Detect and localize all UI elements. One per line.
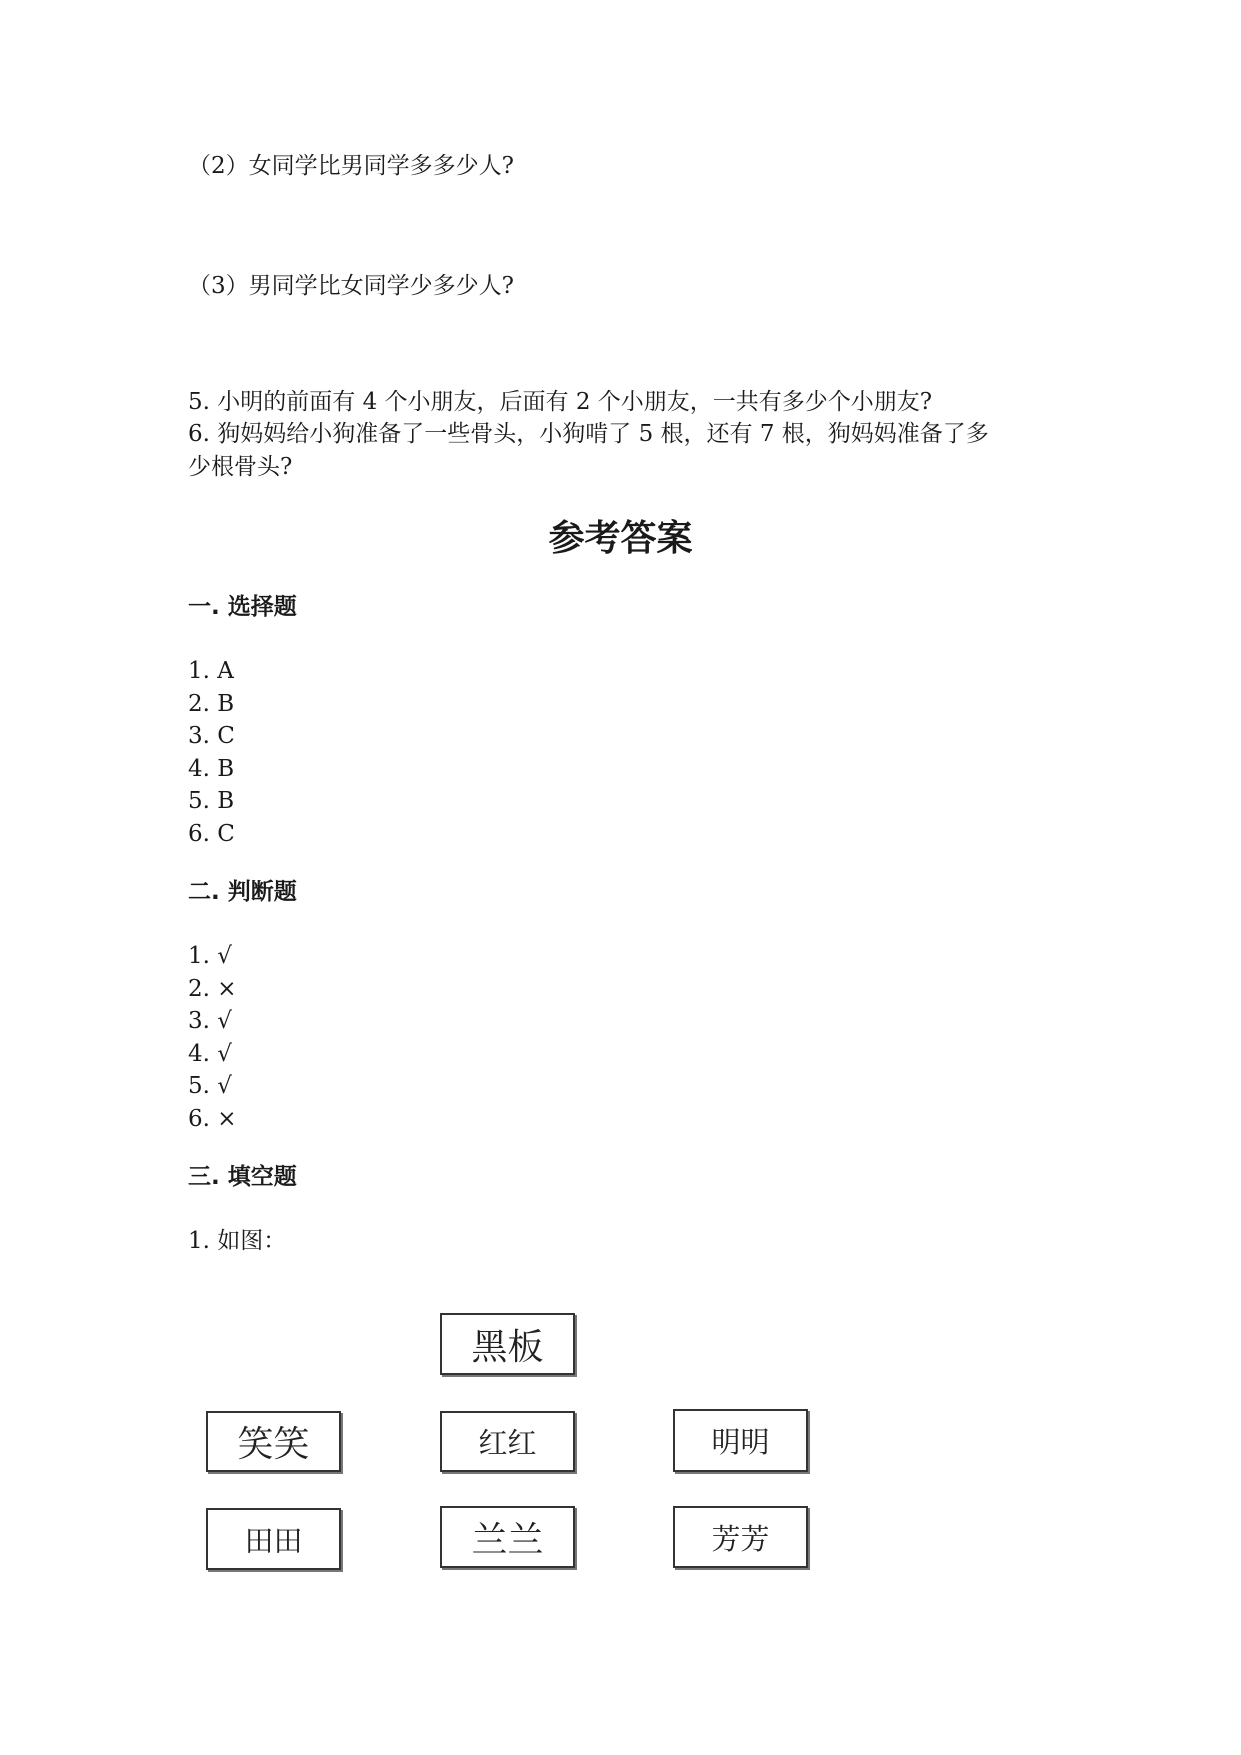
question-6-line-2: 少根骨头? xyxy=(188,454,293,480)
question-6-line-1: 6. 狗妈妈给小狗准备了一些骨头，小狗啃了 5 根，还有 7 根，狗妈妈准备了多 xyxy=(188,421,989,447)
list-item: 2. × xyxy=(188,975,237,1002)
list-item: 5. √ xyxy=(188,1073,232,1100)
list-item: 2. B xyxy=(188,690,235,717)
list-item: 6. × xyxy=(188,1105,237,1132)
seat-box: 田田 xyxy=(206,1508,341,1570)
question-5: 5. 小明的前面有 4 个小朋友，后面有 2 个小朋友，一共有多少个小朋友? xyxy=(188,389,933,415)
question-4-3: （3）男同学比女同学少多少人? xyxy=(188,273,514,299)
seat-box: 芳芳 xyxy=(673,1506,808,1568)
seat-box: 笑笑 xyxy=(206,1411,341,1472)
seat-box: 红红 xyxy=(440,1411,575,1472)
list-item: 3. √ xyxy=(188,1008,232,1035)
seat-box: 明明 xyxy=(673,1409,808,1472)
seat-box: 兰兰 xyxy=(440,1506,575,1568)
section-1-heading: 一. 选择题 xyxy=(188,594,297,620)
list-item: 4. √ xyxy=(188,1040,232,1067)
section-3-heading: 三. 填空题 xyxy=(188,1164,297,1190)
list-item: 3. C xyxy=(188,723,235,750)
answer-title: 参考答案 xyxy=(548,518,693,559)
list-item: 4. B xyxy=(188,755,235,782)
list-item: 1. A xyxy=(188,658,234,684)
section-2-answers xyxy=(188,940,237,1136)
list-item: 1. √ xyxy=(188,943,232,969)
list-item: 5. B xyxy=(188,788,235,815)
section-1-answers xyxy=(188,655,235,851)
blackboard-box: 黑板 xyxy=(440,1313,575,1375)
question-4-2: （2）女同学比男同学多多少人? xyxy=(188,153,514,179)
list-item: 6. C xyxy=(188,820,235,847)
section-2-heading: 二. 判断题 xyxy=(188,879,297,905)
section-3-item-1: 1. 如图： xyxy=(188,1228,287,1254)
